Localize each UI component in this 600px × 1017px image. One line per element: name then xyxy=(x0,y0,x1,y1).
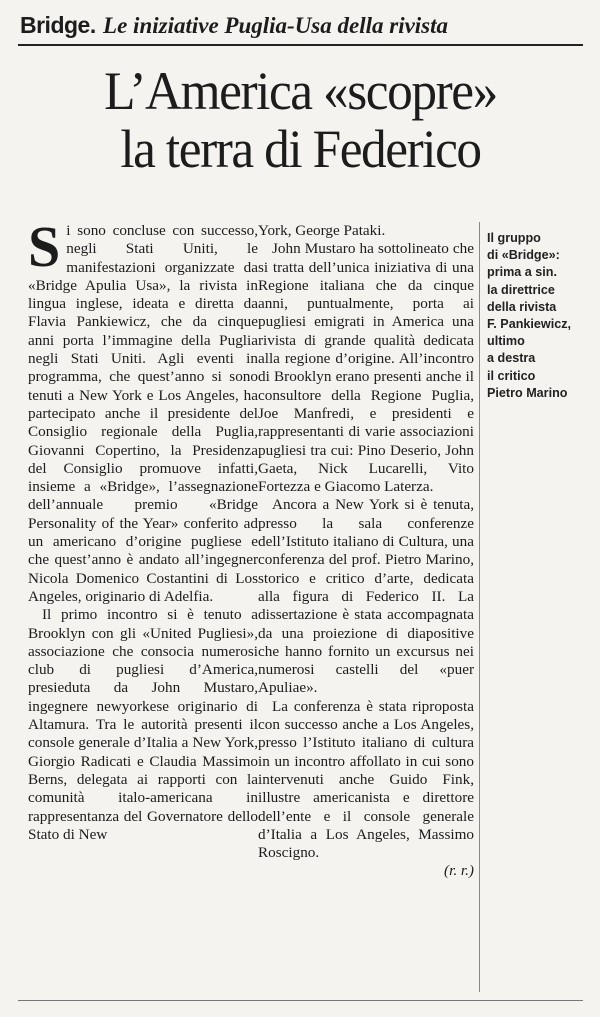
article-paragraph-2-continued: York, George Pataki. xyxy=(258,222,386,239)
article-paragraph-3: John Mustaro ha sottolineato che si tratta dell’unica iniziativa di una Regione italiana che da cinque anni, puntualmente, porta ai pugliesi emigrati in America una rivista di grande qualità dedicata alla regione d’origine. All’incontro di Brooklyn erano presenti anche il consultore della Regione Puglia, Joe Manfredi, e presidenti e rappresentanti di varie associazioni pugliesi tra cui: Pino Deserio, John Gaeta, Nick Lucarelli, Vito Fortezza e Giacomo Laterza. xyxy=(258,240,474,496)
caption-line: Pietro Marino xyxy=(487,385,568,400)
bottom-rule xyxy=(18,1000,583,1001)
article-paragraph-5: La conferenza è stata riproposta con successo anche a Los Angeles, presso l’Istituto italiano di cultura in un incontro affollato in cui sono intervenuti anche Guido Fink, illustre americanista e direttore dell’ente e il console generale d’Italia a Los Angeles, Massimo Roscigno. xyxy=(258,697,474,862)
kicker-rule xyxy=(18,44,583,46)
author-signature: (r. r.) xyxy=(444,862,474,880)
caption-line: a destra xyxy=(487,351,536,366)
caption-line: ultimo xyxy=(487,334,525,349)
caption-line: Il gruppo xyxy=(487,231,541,245)
article-column-2 xyxy=(258,222,474,881)
caption-line: la direttrice xyxy=(487,282,555,297)
headline-line-1: L’America «scopre» xyxy=(104,61,497,121)
article-paragraph-2: Il primo incontro si è tenuto a Brooklyn con gli «United Pugliesi», associazione che consocia numerosi club di pugliesi d’America, presieduta da John Mustaro, ingegnere newyorkese originario di Altamura. Tra le autorità presenti il console generale d’Italia a New York, Giorgio Radicati e Claudia Massimo Berns, delegata ai rapporti con la comunità italo-americana in rappresentanza del Governatore dello Stato di New xyxy=(28,606,258,843)
caption-line: della rivista xyxy=(487,299,557,314)
article-paragraph-4: Ancora a New York si è tenuta, presso la sala conferenze dell’Istituto italiano di Cultura, una conferenza del prof. Pietro Marino, storico e critico d’arte, dedicata alla figura di Federico II. La dissertazione è stata accompagnata da una proiezione di diapositive che hanno fornito un excursus nei numerosi castelli del «puer Apuliae». xyxy=(258,496,474,697)
headline xyxy=(32,62,569,178)
headline-line-2: la terra di Federico xyxy=(120,119,481,179)
paragraph-1-text: i sono concluse con successo, negli Stati Uniti, le manifestazioni organizzate da «Bridge Apulia Usa», la rivista in lingua inglese, ideata e diretta da Flavia Pankiewicz, che da cinque anni porta l’immagine della Puglia negli Stati Uniti. Agli eventi in programma, che quest’anno si sono tenuti a New York e Los Angeles, ha partecipato anche il presidente del Consiglio regionale della Puglia, Giovanni Copertino, la Presidenza del Consiglio promuove infatti, insieme a «Bridge», l’assegnazione dell’annuale premio «Bridge Personality of the Year» conferito ad un americano d’origine pugliese e che quest’anno è andato all’ingegner Nicola Domenico Costantini di Los Angeles, originario di Adelfia. xyxy=(28,222,258,605)
photo-caption xyxy=(487,230,597,402)
caption-line: il critico xyxy=(487,368,536,383)
kicker-subtitle: Le iniziative Puglia-Usa della rivista xyxy=(103,13,449,38)
caption-line: di «Bridge»: xyxy=(487,248,560,263)
drop-cap: S xyxy=(28,214,61,279)
kicker xyxy=(20,10,585,41)
caption-line: F. Pankiewicz, xyxy=(487,317,571,332)
article-column-1 xyxy=(28,214,258,844)
kicker-label: Bridge. xyxy=(20,12,96,38)
caption-line: prima a sin. xyxy=(487,265,557,280)
column-divider xyxy=(479,222,480,992)
article-paragraph-1 xyxy=(28,214,258,606)
